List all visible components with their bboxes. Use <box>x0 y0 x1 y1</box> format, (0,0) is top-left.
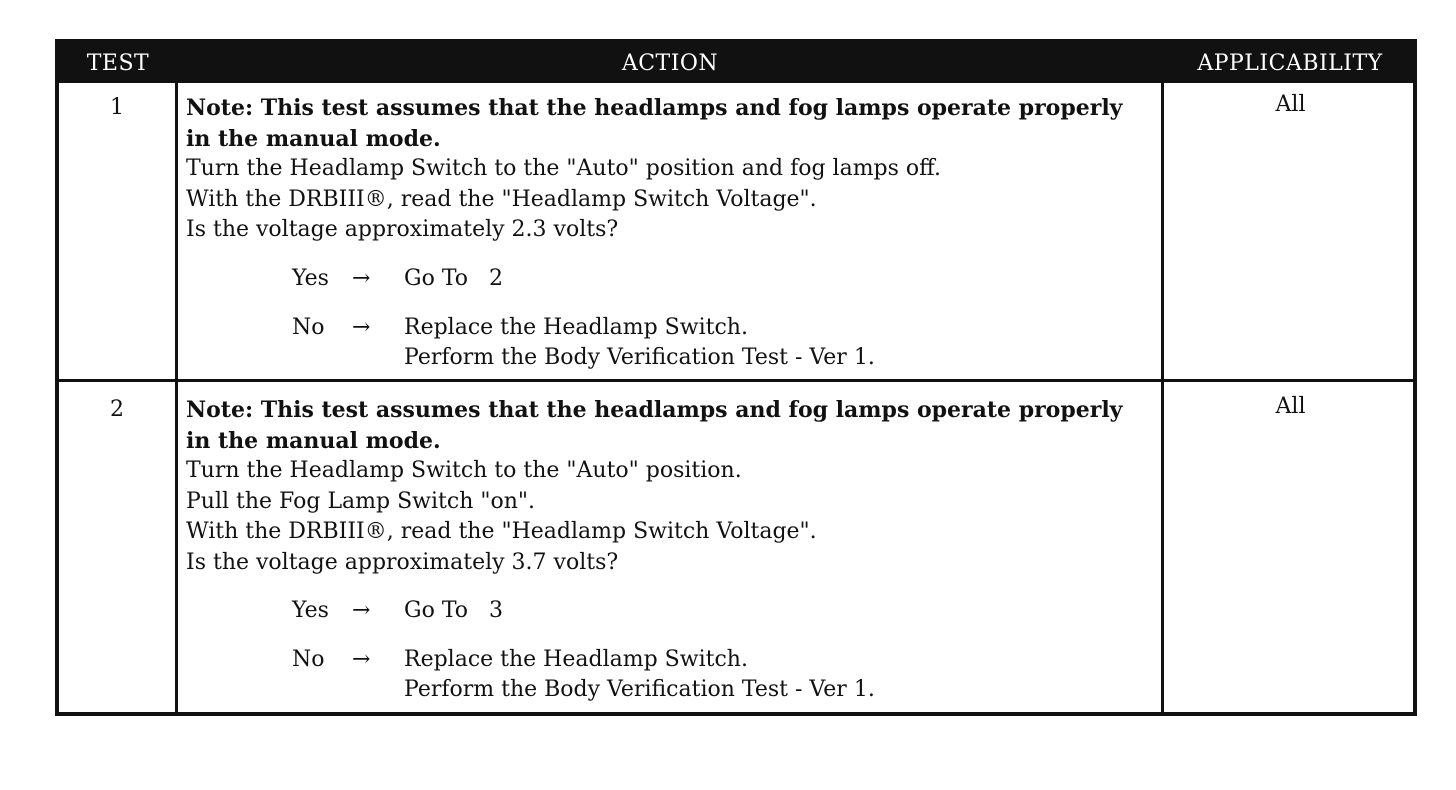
row-divider <box>59 379 1413 382</box>
yes-label: Yes <box>292 598 329 623</box>
step-text: With the DRBIII®, read the "Headlamp Switch Voltage". <box>186 186 817 212</box>
action-cell <box>186 395 1158 705</box>
table-row <box>59 83 1413 379</box>
no-action-line: Perform the Body Verification Test - Ver 1. <box>404 677 875 702</box>
note-text: Note: This test assumes that the headlamps and fog lamps operate properly <box>186 95 1123 121</box>
arrow-icon: → <box>352 265 371 291</box>
header-action: ACTION <box>621 50 719 76</box>
no-action-line: Replace the Headlamp Switch. <box>404 314 748 340</box>
step-text: Pull the Fog Lamp Switch "on". <box>186 488 536 514</box>
step-text: Is the voltage approximately 3.7 volts? <box>186 549 619 575</box>
test-number: 1 <box>110 95 124 120</box>
diagnostic-test-table <box>55 39 1417 716</box>
yes-action: Go To 3 <box>404 598 503 623</box>
yes-outcome <box>292 264 1158 294</box>
no-action <box>404 313 875 373</box>
no-outcome <box>292 645 1158 705</box>
test-number: 2 <box>110 397 124 422</box>
step-text: Is the voltage approximately 2.3 volts? <box>186 217 619 242</box>
no-outcome <box>292 313 1158 373</box>
note-text: Note: This test assumes that the headlamps and fog lamps operate properly <box>186 397 1123 423</box>
applicability-value: All <box>1275 394 1306 419</box>
yes-outcome <box>292 596 1158 626</box>
table-header <box>59 43 1413 83</box>
no-action-line: Perform the Body Verification Test - Ver 1. <box>404 344 875 370</box>
no-label: No <box>292 647 325 672</box>
yes-label: Yes <box>292 265 329 291</box>
action-cell <box>186 93 1158 373</box>
applicability-value: All <box>1275 92 1306 117</box>
arrow-icon: → <box>352 598 371 623</box>
note-text: in the manual mode. <box>186 427 441 454</box>
step-text: With the DRBIII®, read the "Headlamp Switch Voltage". <box>186 519 817 544</box>
step-text: Turn the Headlamp Switch to the "Auto" position. <box>186 458 742 483</box>
arrow-icon: → <box>352 314 371 340</box>
header-applicability: APPLICABILITY <box>1197 50 1383 76</box>
arrow-icon: → <box>352 647 371 672</box>
step-text: Turn the Headlamp Switch to the "Auto" position and fog lamps off. <box>186 156 942 181</box>
header-test: TEST <box>86 50 150 76</box>
yes-action: Go To 2 <box>404 265 503 291</box>
no-label: No <box>292 314 325 340</box>
no-action-line: Replace the Headlamp Switch. <box>404 647 748 672</box>
no-action <box>404 645 875 705</box>
table-row <box>59 385 1413 716</box>
note-text: in the manual mode. <box>186 125 441 152</box>
